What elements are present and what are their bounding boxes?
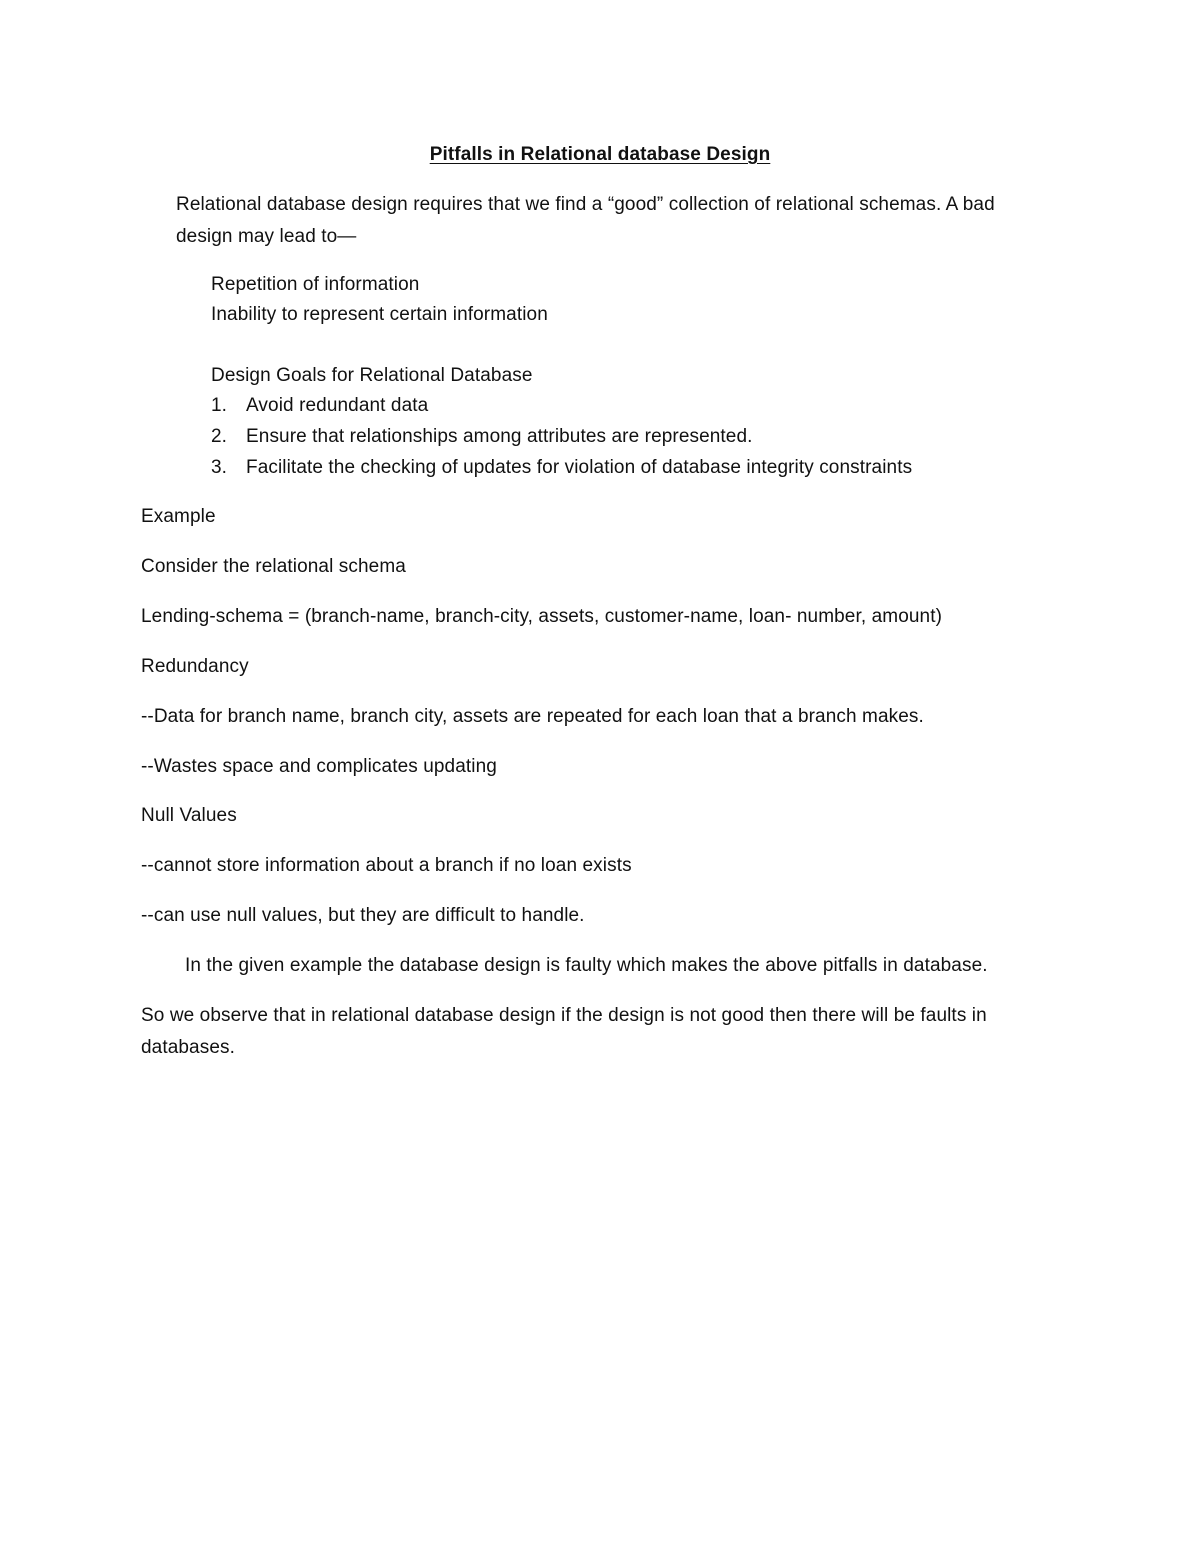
goal-number: 3.: [211, 457, 227, 478]
null-values-point: --cannot store information about a branch if no loan exists: [141, 855, 632, 876]
goals-heading: Design Goals for Relational Database: [211, 365, 533, 386]
problem-item: Repetition of information: [211, 274, 420, 295]
goal-text: Facilitate the checking of updates for violation of database integrity constraints: [246, 457, 913, 478]
page-title: Pitfalls in Relational database Design: [429, 144, 771, 165]
null-values-point: --can use null values, but they are difficult to handle.: [141, 905, 585, 926]
goal-number: 1.: [211, 395, 227, 416]
null-values-heading: Null Values: [141, 805, 237, 826]
goal-number: 2.: [211, 426, 227, 447]
summary-line-1: So we observe that in relational database design if the design is not good then there will be faults in: [141, 1005, 987, 1026]
redundancy-point: --Data for branch name, branch city, assets are repeated for each loan that a branch makes.: [141, 706, 924, 727]
goal-text: Avoid redundant data: [246, 395, 429, 416]
intro-line-2: design may lead to—: [176, 226, 357, 247]
summary-line-2: databases.: [141, 1037, 235, 1058]
intro-line-1: Relational database design requires that we find a “good” collection of relational schemas. A bad: [176, 194, 995, 215]
schema-text: Lending-schema = (branch-name, branch-city, assets, customer-name, loan- number, amount): [141, 606, 943, 627]
conclusion-paragraph: In the given example the database design is faulty which makes the above pitfalls in database.: [185, 955, 988, 976]
example-heading: Example: [141, 506, 216, 527]
redundancy-heading: Redundancy: [141, 656, 249, 677]
consider-text: Consider the relational schema: [141, 556, 406, 577]
problem-item: Inability to represent certain information: [211, 304, 548, 325]
redundancy-point: --Wastes space and complicates updating: [141, 756, 497, 777]
goal-text: Ensure that relationships among attributes are represented.: [246, 426, 753, 447]
